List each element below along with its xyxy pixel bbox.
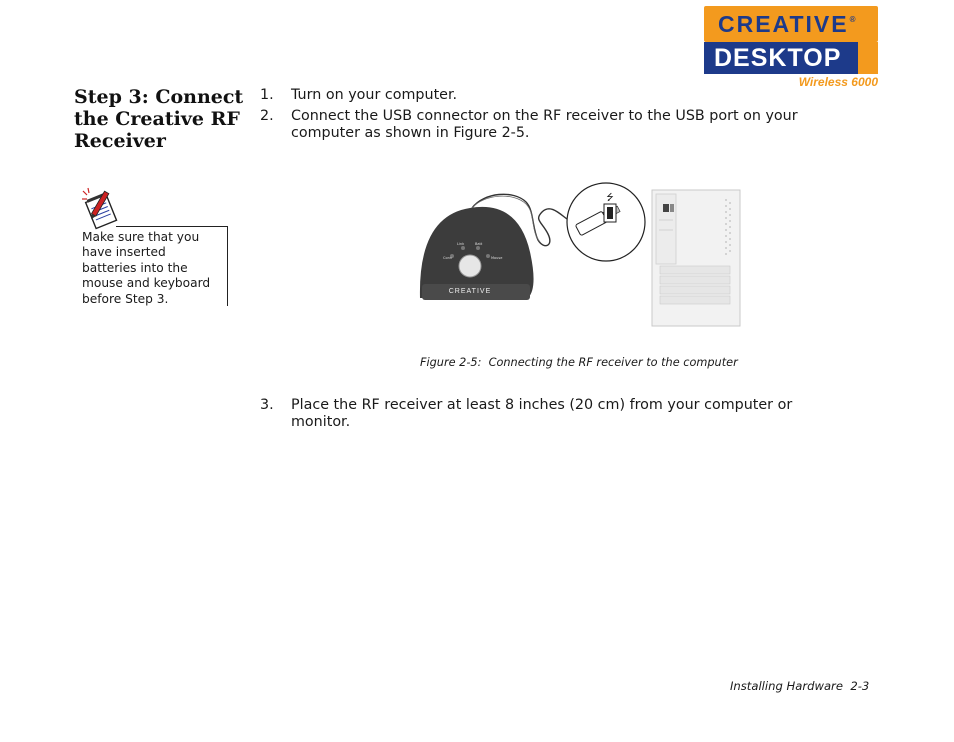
step-text: Turn on your computer.	[291, 87, 458, 103]
note-side-rule	[227, 226, 228, 306]
step-number: 3.	[260, 397, 274, 413]
step-number: 1.	[260, 87, 274, 103]
led-label: Conn	[443, 256, 453, 260]
section-heading: Step 3: Connect the Creative RF Receiver	[74, 86, 244, 152]
led-label: Mouse	[491, 256, 503, 260]
creative-desktop-logo	[704, 6, 878, 90]
led-label: Batt	[475, 242, 483, 246]
figure-caption: Figure 2-5: Connecting the RF receiver to the computer	[420, 356, 738, 369]
step-number: 2.	[260, 108, 274, 124]
logo-accent	[858, 42, 878, 74]
step-text: Connect the USB connector on the RF receiver to the USB port on your computer as shown in Figure 2-5.	[291, 108, 798, 141]
note-pad-pencil-icon	[80, 187, 120, 231]
led-batt	[476, 246, 480, 250]
page-footer: Installing Hardware 2-3	[730, 679, 870, 693]
figure-rf-receiver-connection	[414, 180, 742, 328]
receiver-brand: CREATIVE	[448, 288, 492, 295]
step-text: Place the RF receiver at least 8 inches (20 cm) from your computer or monitor.	[291, 397, 793, 430]
logo-model: Wireless 6000	[798, 75, 878, 89]
connect-button	[459, 255, 481, 277]
note-text: Make sure that you have inserted batteries into the mouse and keyboard before Step 3.	[82, 230, 211, 306]
logo-product: DESKTOP	[704, 42, 858, 74]
note-top-rule	[116, 226, 228, 227]
led-mouse	[486, 254, 490, 258]
led-link	[461, 246, 465, 250]
usb-icon: ⭍	[606, 193, 614, 203]
led-label: Link	[457, 242, 465, 246]
logo-brand: CREATIVE®	[704, 6, 878, 42]
